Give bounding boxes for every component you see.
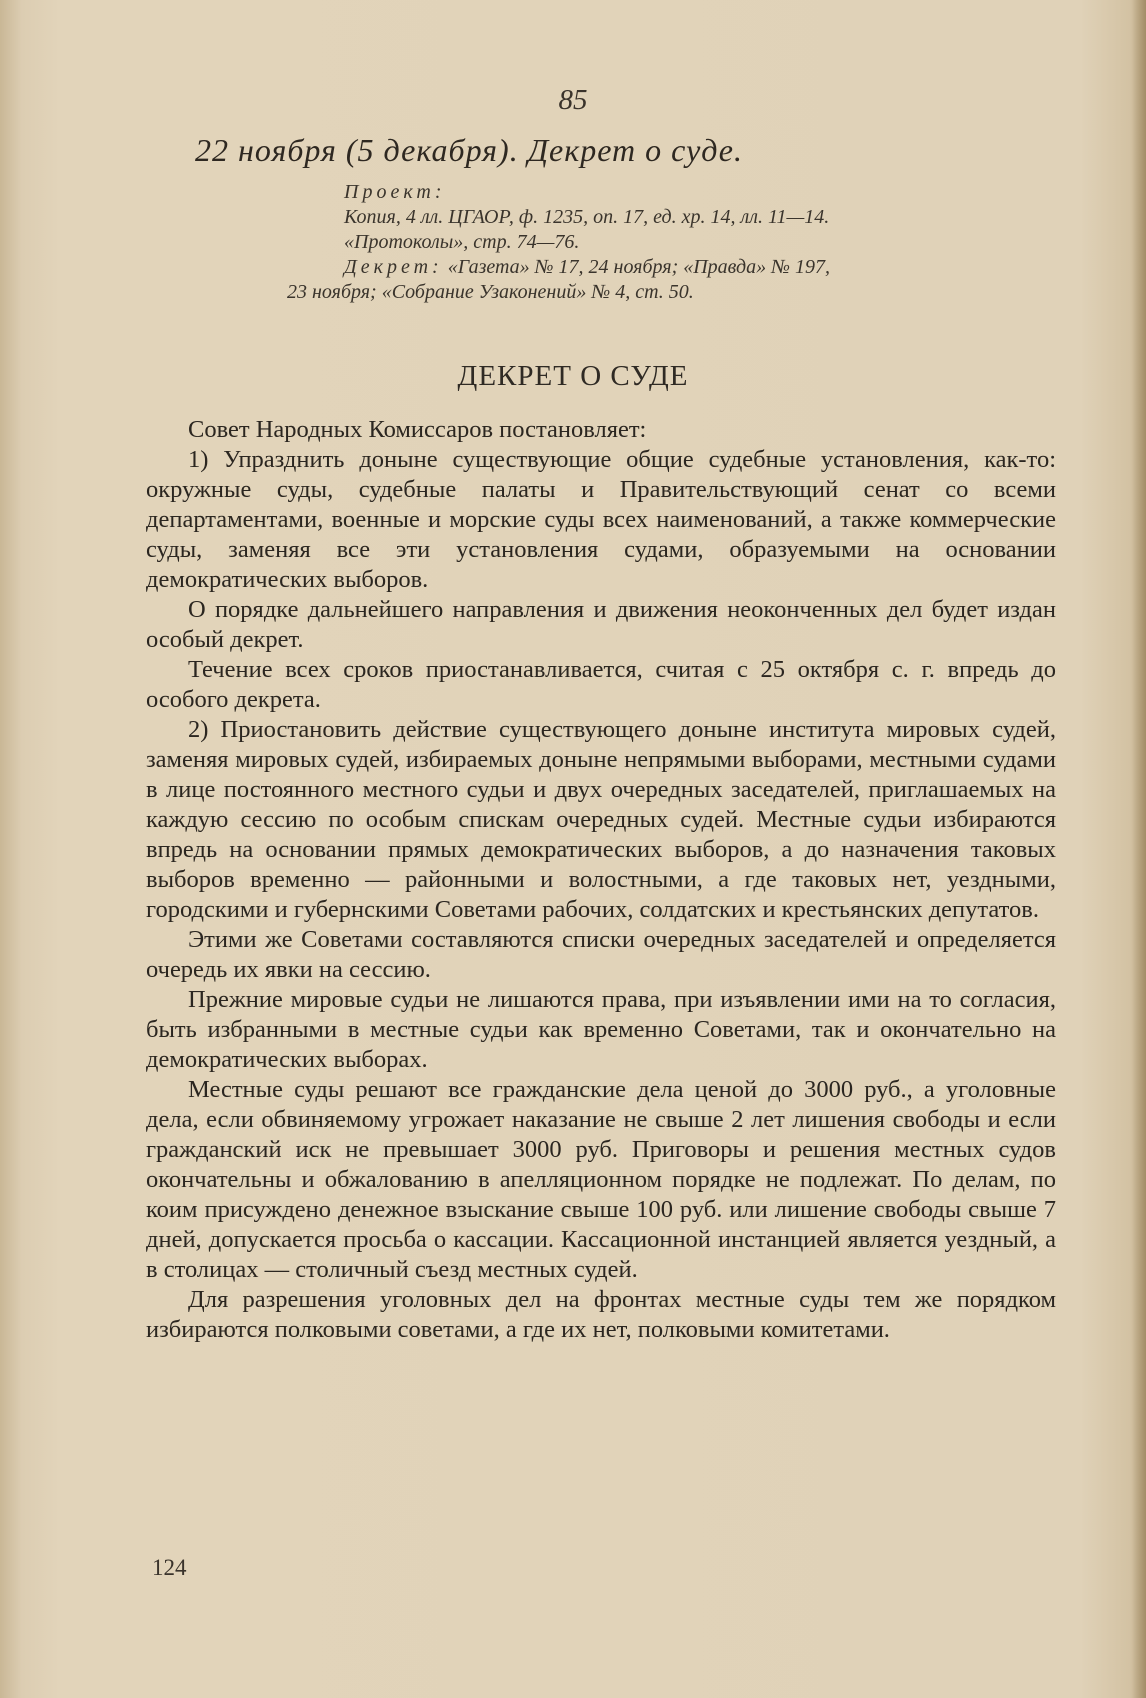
sources-block [287,180,1062,305]
paragraph: Для разрешения уголовных дел на фронтах местные суды тем же порядком избираются полковыми советами, а где их нет, полковыми комитетами. [146,1286,1056,1343]
decree-body [146,415,1056,1345]
footer-page-number: 124 [152,1555,187,1580]
paragraph: О порядке дальнейшего направления и движения неоконченных дел будет издан особый декрет. [146,596,1056,653]
project-label: Проект: [344,181,446,203]
paragraph: Этими же Советами составляются списки очередных заседателей и определяется очередь их явки на сессию. [146,926,1056,983]
copy-line: Копия, 4 лл. ЦГАОР, ф. 1235, оп. 17, ед. хр. 14, лл. 11—14. [344,206,830,228]
paragraph: Местные суды решают все гражданские дела ценой до 3000 руб., а уголовные дела, если обвиняемому угрожает наказание не свыше 2 лет лишения свободы и если гражданский иск не превышает 3000 руб. Приговоры и решения местных судов окончательны и обжалованию в апелляционном порядке не подлежат. По делам, по коим присуждено денежное взыскание свыше 100 руб. или лишение свободы свыше 7 дней, допускается просьба о кассации. Кассационной инстанцией является уездный, а в столицах — столичный съезд местных судей. [146,1076,1056,1283]
decree-line-rest: «Газета» № 17, 24 ноября; «Правда» № 197, [442,256,830,278]
decree-source-line [290,255,1062,280]
page-number: 85 [558,84,588,116]
paragraph: 1) Упразднить доныне существующие общие судебные установления, как-то: окружные суды, судебные палаты и Правительствующий сенат со всеми департаментами, военные и морские суды всех наименований, а также коммерческие суды, заменяя все эти установления судами, образуемыми на основании демократических выборов. [146,446,1056,593]
paragraph: Совет Народных Комиссаров постановляет: [188,416,647,443]
entry-heading: 22 ноября (5 декабря). Декрет о суде. [195,132,743,168]
paragraph: 2) Приостановить действие существующего доныне института мировых судей, заменяя мировых судей, избираемых доныне непрямыми выборами, местными судами в лице постоянного местного судьи и двух очередных заседателей, приглашаемых на каждую сессию по особым спискам очередных судей. Местные судьи избираются впредь на основании прямых демократических выборов, а до назначения таковых выборов временно — районными и волостными, а где таковых нет, уездными, городскими и губернскими Советами рабочих, солдатских и крестьянских депутатов. [146,716,1056,923]
decree-label: Декрет: [344,256,443,278]
page-edge-shadow [1132,0,1146,1698]
decree-line-2: 23 ноября; «Собрание Узаконений» № 4, ст. 50. [287,281,694,303]
protocols-line: «Протоколы», стр. 74—76. [344,231,580,253]
document-title: ДЕКРЕТ О СУДЕ [457,360,689,392]
paragraph: Прежние мировые судьи не лишаются права, при изъявлении ими на то согласия, быть избранными в местные судьи как временно Советами, так и окончательно на демократических выборах. [146,986,1056,1073]
paragraph: Течение всех сроков приостанавливается, считая с 25 октября с. г. впредь до особого декрета. [146,656,1056,713]
